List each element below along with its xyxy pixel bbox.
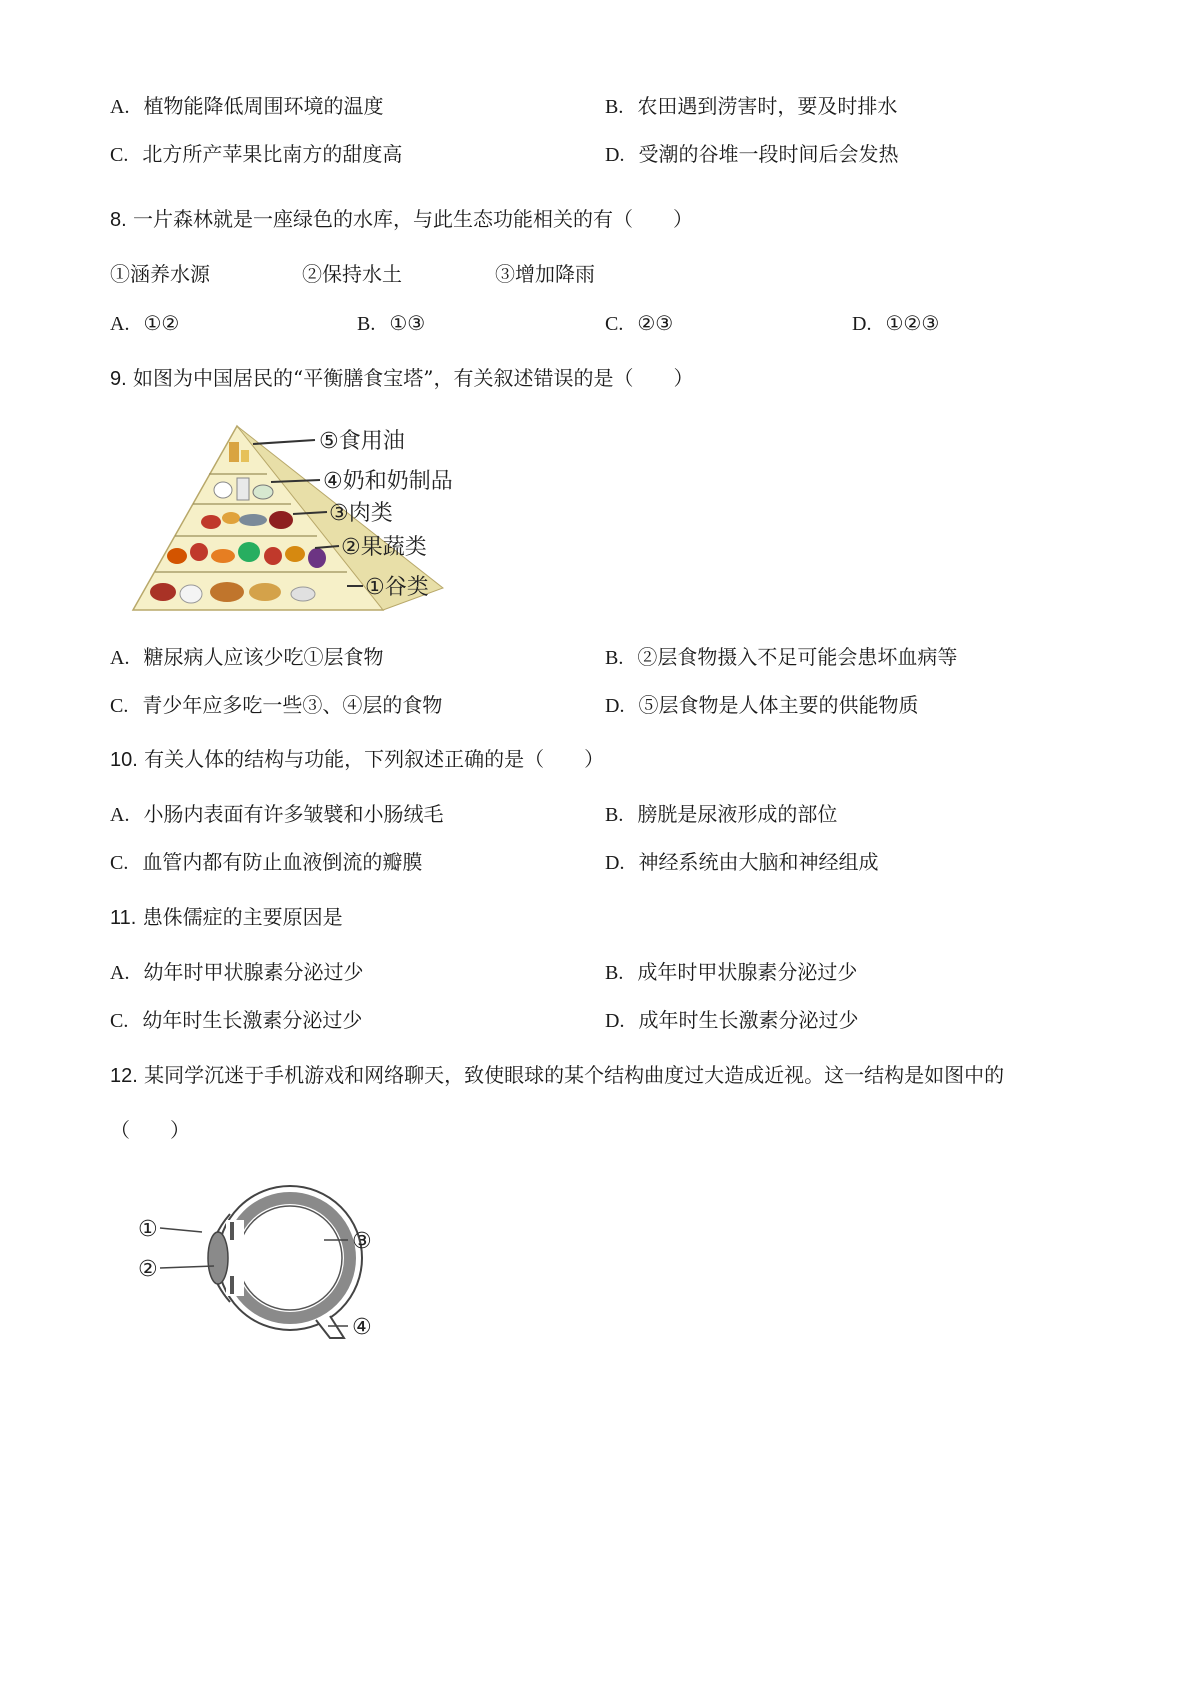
question-text: 某同学沉迷于手机游戏和网络聊天，致使眼球的某个结构曲度过大造成近视。这一结构是如图中的 xyxy=(144,1063,1005,1087)
q11-option-b xyxy=(605,958,857,987)
eye-label-4: ④ xyxy=(352,1315,372,1340)
eye-label-1: ① xyxy=(138,1217,158,1242)
q8-item-2 xyxy=(302,260,402,288)
q9-option-b xyxy=(605,643,957,672)
q12-stem-continued xyxy=(110,1116,190,1144)
q9-option-a xyxy=(110,643,383,672)
option-text: 受潮的谷堆一段时间后会发热 xyxy=(638,142,899,166)
option-text: 北方所产苹果比南方的甜度高 xyxy=(142,142,403,166)
q10-option-a xyxy=(110,800,443,829)
q10-option-b xyxy=(605,800,837,829)
option-key: D. xyxy=(605,852,625,874)
question-number: 10. xyxy=(110,749,138,771)
question-number: 11. xyxy=(110,907,137,929)
answer-blank: （ ） xyxy=(110,1118,190,1142)
q10-option-d xyxy=(605,848,878,877)
item-text: ①涵养水源 xyxy=(110,262,210,286)
q8-option-a xyxy=(110,309,179,338)
option-key: C. xyxy=(110,1010,129,1032)
question-text: 如图为中国居民的“平衡膳食宝塔”，有关叙述错误的是（ ） xyxy=(133,366,694,390)
q10-option-c xyxy=(110,848,422,877)
option-text: 神经系统由大脑和神经组成 xyxy=(638,850,879,874)
option-key: D. xyxy=(605,695,625,717)
q11-option-a xyxy=(110,958,363,987)
option-text: 成年时生长激素分泌过少 xyxy=(638,1008,859,1032)
option-text: ⑤层食物是人体主要的供能物质 xyxy=(638,693,919,717)
option-key: A. xyxy=(110,96,130,118)
option-text: 糖尿病人应该少吃①层食物 xyxy=(143,645,384,669)
eye-diagram-figure xyxy=(130,1180,400,1340)
q10-stem xyxy=(110,745,604,774)
q9-option-d xyxy=(605,691,918,720)
pyramid-label-fruit-veg: ②果蔬类 xyxy=(341,535,427,560)
q8-item-3 xyxy=(495,260,595,288)
pyramid-label-oil: ⑤食用油 xyxy=(319,429,405,454)
pyramid-label-meat: ③肉类 xyxy=(329,501,393,526)
q8-option-c xyxy=(605,309,673,338)
option-key: C. xyxy=(110,852,129,874)
option-key: B. xyxy=(605,647,624,669)
option-text: 膀胱是尿液形成的部位 xyxy=(637,802,838,826)
q8-stem xyxy=(110,205,693,234)
option-key: A. xyxy=(110,647,130,669)
question-text: 一片森林就是一座绿色的水库，与此生态功能相关的有（ ） xyxy=(133,207,694,231)
option-key: D. xyxy=(605,144,625,166)
option-key: B. xyxy=(605,962,624,984)
q11-stem xyxy=(110,903,343,932)
pyramid-label-grain: ①谷类 xyxy=(365,575,429,600)
option-text: 幼年时甲状腺素分泌过少 xyxy=(143,960,364,984)
item-text: ③增加降雨 xyxy=(495,262,595,286)
eye-label-2: ② xyxy=(138,1257,158,1282)
option-key: B. xyxy=(605,96,624,118)
eye-label-3: ③ xyxy=(352,1229,372,1254)
item-text: ②保持水土 xyxy=(302,262,402,286)
option-key: A. xyxy=(110,313,130,335)
q7-option-b xyxy=(605,92,897,121)
question-number: 12. xyxy=(110,1065,138,1087)
q12-stem xyxy=(110,1061,1004,1090)
option-text: 小肠内表面有许多皱襞和小肠绒毛 xyxy=(143,802,444,826)
pyramid-label-dairy: ④奶和奶制品 xyxy=(323,469,453,494)
option-text: ①② xyxy=(143,311,180,335)
question-text: 患侏儒症的主要原因是 xyxy=(142,905,343,929)
q8-option-d xyxy=(852,309,939,338)
q11-option-c xyxy=(110,1006,362,1035)
q7-option-a xyxy=(110,92,383,121)
option-key: C. xyxy=(110,695,129,717)
option-key: C. xyxy=(110,144,129,166)
q11-option-d xyxy=(605,1006,858,1035)
option-text: ①②③ xyxy=(885,311,940,335)
option-key: B. xyxy=(605,804,624,826)
q9-stem xyxy=(110,364,694,393)
food-pyramid-figure xyxy=(125,420,505,620)
q7-option-c xyxy=(110,140,402,169)
option-key: A. xyxy=(110,962,130,984)
option-text: 血管内都有防止血液倒流的瓣膜 xyxy=(142,850,423,874)
option-key: B. xyxy=(357,313,376,335)
option-text: 青少年应多吃一些③、④层的食物 xyxy=(142,693,443,717)
option-text: ②层食物摄入不足可能会患坏血病等 xyxy=(637,645,958,669)
option-text: ①③ xyxy=(389,311,426,335)
option-text: 农田遇到涝害时，要及时排水 xyxy=(637,94,898,118)
q8-option-b xyxy=(357,309,425,338)
option-key: C. xyxy=(605,313,624,335)
option-key: D. xyxy=(852,313,872,335)
question-text: 有关人体的结构与功能，下列叙述正确的是（ ） xyxy=(144,747,605,771)
q8-item-1 xyxy=(110,260,210,288)
option-text: 成年时甲状腺素分泌过少 xyxy=(637,960,858,984)
question-number: 9. xyxy=(110,368,127,390)
option-text: ②③ xyxy=(637,311,674,335)
question-number: 8. xyxy=(110,209,127,231)
option-text: 植物能降低周围环境的温度 xyxy=(143,94,384,118)
option-text: 幼年时生长激素分泌过少 xyxy=(142,1008,363,1032)
option-key: D. xyxy=(605,1010,625,1032)
option-key: A. xyxy=(110,804,130,826)
q7-option-d xyxy=(605,140,898,169)
q9-option-c xyxy=(110,691,442,720)
